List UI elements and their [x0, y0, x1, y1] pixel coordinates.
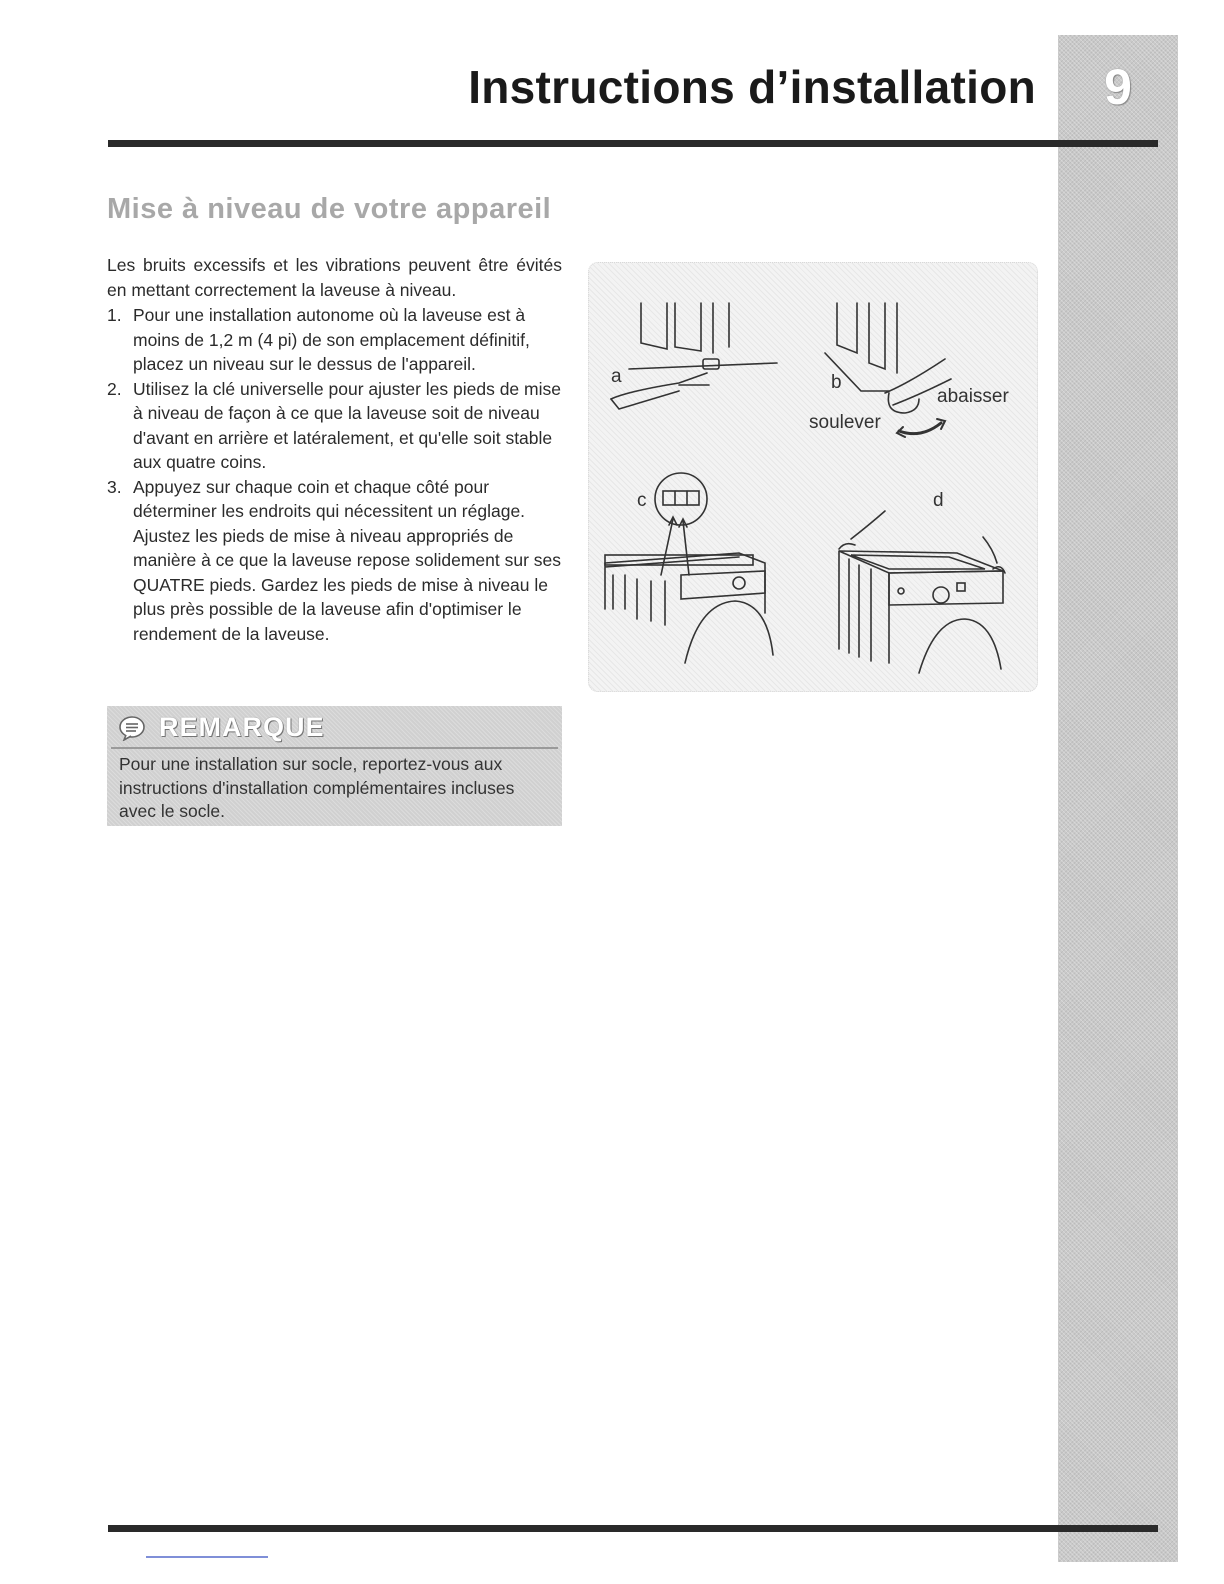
section-heading: Mise à niveau de votre appareil	[107, 193, 552, 225]
list-item	[107, 377, 562, 475]
page-number: 9	[1104, 59, 1132, 115]
step-number: 2.	[107, 378, 122, 399]
leveling-drawing	[589, 263, 1037, 691]
figure-label-b: b	[831, 372, 842, 393]
note-box	[107, 706, 562, 826]
step-text: Pour une installation autonome où la laveuse est à moins de 1,2 m (4 pi) de son emplacement définitif, placez un niveau sur le dessus de l'appareil.	[133, 305, 530, 374]
step-number: 3.	[107, 476, 122, 497]
press-corners-drawing	[839, 511, 1005, 673]
note-divider	[111, 747, 558, 749]
body-text	[107, 253, 562, 646]
step-number: 1.	[107, 305, 122, 325]
list-item	[107, 303, 562, 377]
figure-label-lower: abaisser	[937, 386, 1009, 407]
figure-label-d: d	[933, 490, 944, 511]
figure-label-c: c	[637, 490, 647, 511]
step-text: Appuyez sur chaque coin et chaque côté pour déterminer les endroits qui nécessitent un réglage. Ajustez les pieds de mise à niveau appropriés de manière à ce que la laveuse repose solidement sur ses QUATRE pieds. Gardez les pieds de mise à niveau le plus près possible de la laveuse afin d'optimiser le rendement de la laveuse.	[133, 476, 562, 644]
header-rule	[108, 140, 1158, 147]
list-item	[107, 475, 562, 647]
footer-line	[146, 1556, 268, 1558]
level-on-washer-drawing	[605, 473, 773, 663]
footer-rule	[108, 1525, 1158, 1532]
leveling-illustration	[588, 262, 1038, 692]
figure-label-a: a	[611, 366, 622, 387]
note-text: Pour une installation sur socle, reportez-vous aux instructions d'installation complémentaires incluses avec le socle.	[119, 754, 515, 821]
figure-label-raise: soulever	[809, 412, 881, 433]
side-tab	[1058, 35, 1178, 1562]
steps-list	[107, 303, 562, 646]
wrench-adjust-drawing	[611, 303, 777, 409]
note-title: REMARQUE	[159, 712, 325, 742]
note-header	[117, 714, 325, 741]
intro-paragraph: Les bruits excessifs et les vibrations peuvent être évités en mettant correctement la laveuse à niveau.	[107, 255, 562, 300]
step-text: Utilisez la clé universelle pour ajuster les pieds de mise à niveau de façon à ce que la laveuse soit de niveau d'avant en arrière et latéralement, et qu'elle soit stable aux quatre coins.	[133, 378, 561, 472]
note-icon	[117, 715, 147, 741]
page-title: Instructions d’installation	[468, 61, 1036, 113]
